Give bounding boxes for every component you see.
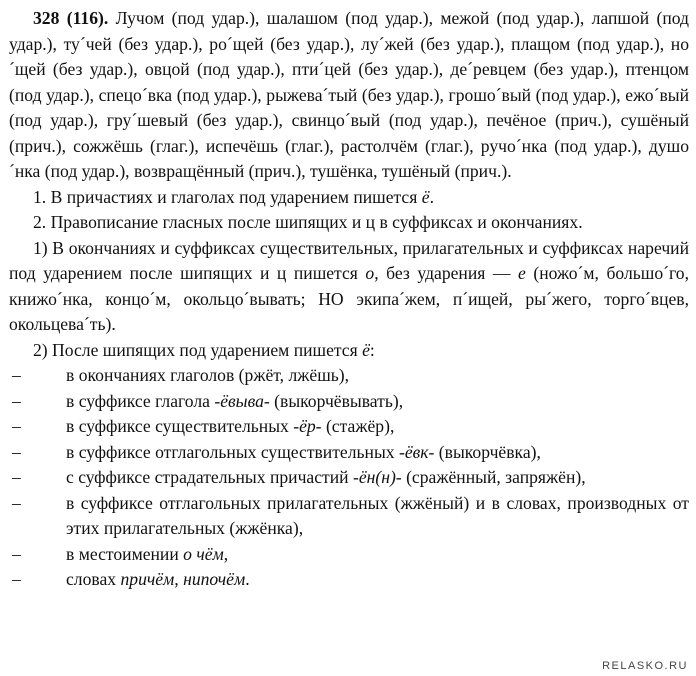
rule-2: 2. Правописание гласных после шипящих и ц в суффиксах и окончаниях. (33, 212, 583, 232)
exercise-number: 328 (116). (33, 8, 109, 28)
sub-1-letter-o: о (365, 263, 375, 283)
list-item (9, 440, 689, 466)
list-item (9, 414, 689, 440)
list-item-text (66, 414, 689, 440)
list-pronoun: о чём (183, 543, 224, 564)
sub-2-letter: ё (362, 339, 370, 360)
sub-1-letter-e: е (518, 263, 526, 283)
list-suffix: -ёвк- (398, 441, 435, 462)
list-item-text: в окончаниях глаголов (ржёт, лжёшь), (66, 365, 350, 385)
watermark: RELASKO.RU (602, 660, 688, 672)
list-text-part: в суффиксе существительных (66, 416, 294, 436)
sub-1-end: (ножо´м, большо´го, книжо´нка, концо´м, окольцо´вывать; НО экипа´жем, п´ищей, ры´жего, торго´вцев, окольцева´ть). (9, 263, 689, 334)
list-suffix: -ён(н)- (352, 467, 402, 487)
list-words: причём, нипочём (120, 569, 246, 589)
list-text-part: в местоимении (66, 543, 184, 564)
list-text-part: (сражённый, запряжён), (401, 467, 586, 487)
rule-2-sub-2 (9, 338, 689, 364)
list-text-part: . (245, 569, 250, 589)
list-text-part: словах (66, 569, 121, 589)
list-item (9, 542, 689, 568)
rule-1-end: . (429, 186, 434, 207)
list-item (9, 491, 689, 542)
dash-bullet: – (12, 467, 21, 487)
list-text-part: в суффиксе отглагольных существительных (66, 441, 399, 462)
list-item-text: в суффиксе отглагольных прилагательных (жжёный) и в словах, производных от этих прилагательных (жжёнка), (66, 492, 689, 538)
rule-1 (9, 185, 689, 211)
rule-2-sub-1 (9, 236, 689, 338)
list-item-text (66, 465, 689, 491)
dash-bullet: – (12, 390, 21, 411)
list-item-text (66, 542, 689, 568)
list-text-part: , (223, 543, 229, 564)
list-item (9, 465, 689, 491)
list-item-text (66, 389, 689, 415)
rule-1-text: 1. В причастиях и глаголах под ударением пишется (33, 186, 422, 207)
list-item (9, 567, 689, 593)
sub-2-start: 2) После шипящих под ударением пишется (33, 339, 363, 360)
exercise-words: Лучом (под удар.), шалашом (под удар.), межой (под удар.), лапшой (под удар.), ту´чей (без удар.), ро´щей (без удар.), лу´жей (без удар.), плащом (под удар.), но´щей (без удар.), овцой (под удар.), пти´цей (без удар.), де´ревцем (без удар.), птенцом (под удар.), спецо´вка (под удар.), рыжева´тый (без удар.), грошо´вый (под удар.), ежо´вый (под удар.), гру´шевый (без удар.), свинцо´вый (под удар.), печёное (прич.), сушёный (прич.), сожжёшь (глаг.), испечёшь (глаг.), растолчём (глаг.), ручо´нка (под удар.), душо´нка (под удар.), возвращённый (прич.), тушёнка, тушёный (прич.). (9, 8, 689, 181)
list-text-part: (стажёр), (321, 416, 395, 436)
dash-bullet: – (12, 416, 21, 436)
rule-1-letter: ё (421, 186, 430, 207)
list-text-part: с суффиксе страдательных причастий (66, 467, 353, 487)
sub-1-start: 1) В окончаниях и суффиксах существительных, прилагательных и суффиксах наречий под ударением после шипящих и ц пишется (9, 237, 689, 283)
exercise-paragraph (9, 6, 689, 185)
list-item (9, 363, 689, 389)
dash-bullet: – (12, 543, 21, 564)
list-text-part: (выкорчёвка), (434, 441, 541, 462)
list-text-part: (выкорчёвывать), (269, 390, 404, 411)
list-item (9, 389, 689, 415)
dash-bullet: – (12, 441, 21, 462)
sub-2-end: : (369, 339, 375, 360)
list-item-text (66, 567, 689, 593)
dash-bullet: – (12, 569, 21, 589)
list-suffix: -ёр- (293, 416, 322, 436)
list-item-text (66, 440, 689, 466)
list-text-part: в суффиксе глагола (66, 390, 215, 411)
dash-bullet: – (12, 492, 21, 513)
sub-1-mid: , без ударения — (374, 263, 519, 283)
dash-bullet: – (12, 365, 21, 385)
list-suffix: -ёвыва- (214, 390, 270, 411)
